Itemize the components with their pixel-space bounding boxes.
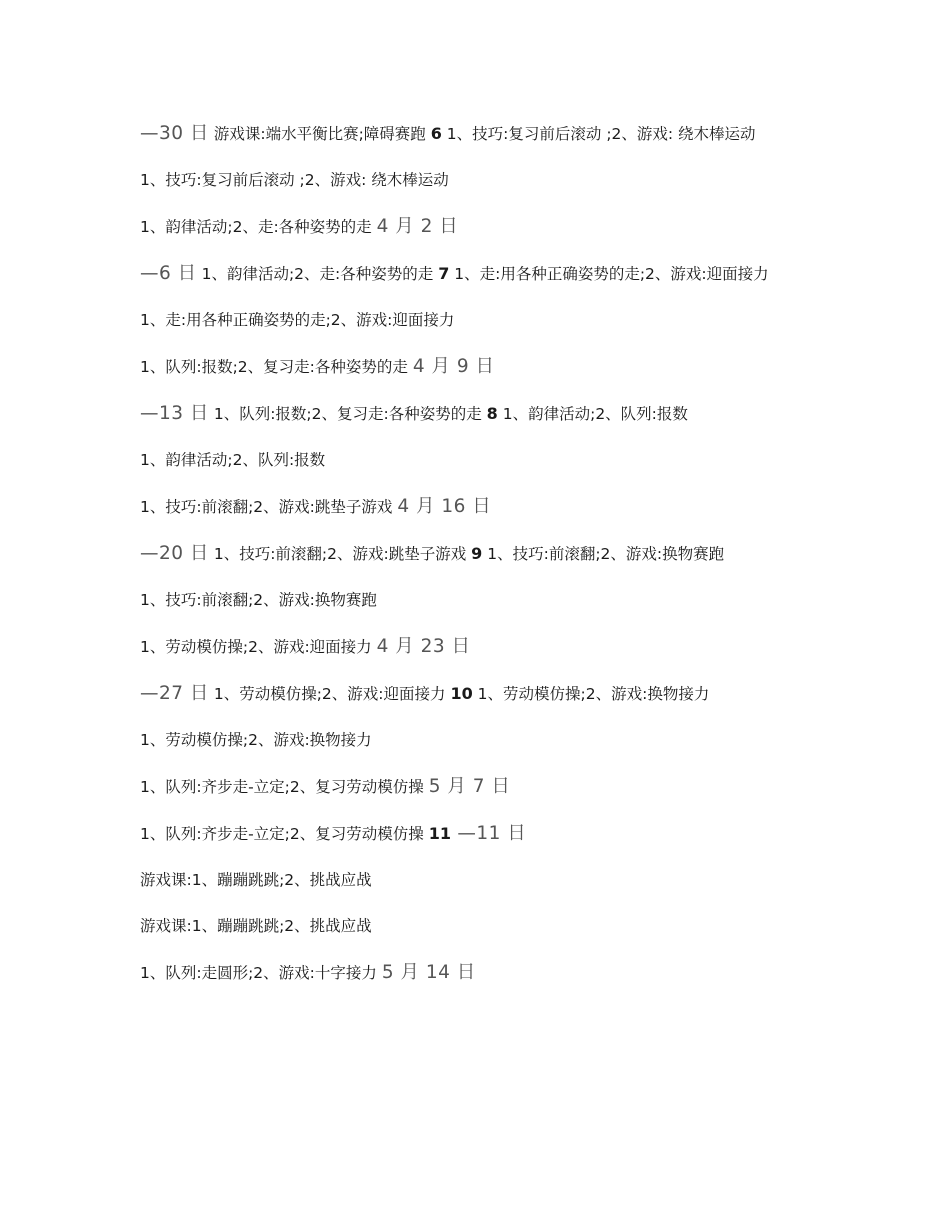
text-run: 1、技巧:前滚翻;2、游戏:跳垫子游戏 (140, 498, 398, 516)
text-run: 1、技巧:前滚翻;2、游戏:换物赛跑 (140, 591, 377, 609)
paragraph (140, 725, 820, 756)
paragraph (140, 305, 820, 336)
text-run: 1、技巧:前滚翻;2、游戏:换物赛跑 (482, 545, 725, 563)
text-run: 1、队列:齐步走-立定;2、复习劳动模仿操 (140, 825, 429, 843)
text-run: 1、韵律活动;2、队列:报数 (140, 451, 326, 469)
text-run: 游戏课:1、蹦蹦跳跳;2、挑战应战 (140, 871, 372, 889)
paragraph (140, 957, 820, 989)
week-number: 7 (438, 264, 450, 283)
paragraph (140, 818, 820, 850)
date-range-end: —13 日 (140, 403, 209, 424)
date-start: 4 月 9 日 (412, 356, 495, 377)
week-number: 8 (486, 404, 498, 423)
text-run: 1、劳动模仿操;2、游戏:换物接力 (140, 731, 372, 749)
text-run: 1、韵律活动;2、队列:报数 (497, 405, 688, 423)
paragraph (140, 585, 820, 616)
date-range-end: —6 日 (140, 263, 197, 284)
paragraph (140, 211, 820, 243)
document-page (140, 118, 820, 1004)
text-run: 1、劳动模仿操;2、游戏:迎面接力 (208, 685, 451, 703)
date-start: 4 月 16 日 (397, 496, 492, 517)
text-run: 1、技巧:复习前后滚动 ;2、游戏: 绕木棒运动 (140, 171, 449, 189)
paragraph (140, 865, 820, 896)
paragraph (140, 678, 820, 710)
week-number: 6 (430, 124, 442, 143)
paragraph (140, 631, 820, 663)
text-run: 游戏课:1、蹦蹦跳跳;2、挑战应战 (140, 917, 372, 935)
text-run: 1、韵律活动;2、走:各种姿势的走 (196, 265, 439, 283)
text-run: 1、技巧:前滚翻;2、游戏:跳垫子游戏 (208, 545, 472, 563)
text-run: 1、队列:报数;2、复习走:各种姿势的走 (140, 358, 413, 376)
text-run: 1、走:用各种正确姿势的走;2、游戏:迎面接力 (449, 265, 769, 283)
text-run: 1、走:用各种正确姿势的走;2、游戏:迎面接力 (140, 311, 455, 329)
paragraph (140, 445, 820, 476)
date-start: 4 月 2 日 (376, 216, 459, 237)
paragraph (140, 911, 820, 942)
paragraph (140, 398, 820, 430)
paragraph (140, 165, 820, 196)
text-run: 1、队列:齐步走-立定;2、复习劳动模仿操 (140, 778, 429, 796)
paragraph (140, 351, 820, 383)
paragraph (140, 491, 820, 523)
date-start: 5 月 14 日 (381, 962, 476, 983)
date-range-end: —20 日 (140, 543, 209, 564)
text-run: 1、技巧:复习前后滚动 ;2、游戏: 绕木棒运动 (441, 125, 756, 143)
date-start: 4 月 23 日 (376, 636, 471, 657)
text-run: 1、劳动模仿操;2、游戏:迎面接力 (140, 638, 377, 656)
text-run: 1、队列:走圆形;2、游戏:十字接力 (140, 964, 382, 982)
paragraph (140, 118, 820, 150)
paragraph (140, 258, 820, 290)
week-number: 11 (428, 824, 451, 843)
text-run: 1、劳动模仿操;2、游戏:换物接力 (472, 685, 710, 703)
week-number: 9 (471, 544, 483, 563)
date-range-end: —27 日 (140, 683, 209, 704)
week-number: 10 (450, 684, 473, 703)
text-run: 1、队列:报数;2、复习走:各种姿势的走 (208, 405, 487, 423)
paragraph (140, 771, 820, 803)
paragraph (140, 538, 820, 570)
text-run: 1、韵律活动;2、走:各种姿势的走 (140, 218, 377, 236)
date-start: 5 月 7 日 (428, 776, 511, 797)
date-range-end: —30 日 (140, 123, 209, 144)
text-run: 游戏课:端水平衡比赛;障碍赛跑 (208, 125, 431, 143)
date-range-end: —11 日 (450, 823, 527, 844)
